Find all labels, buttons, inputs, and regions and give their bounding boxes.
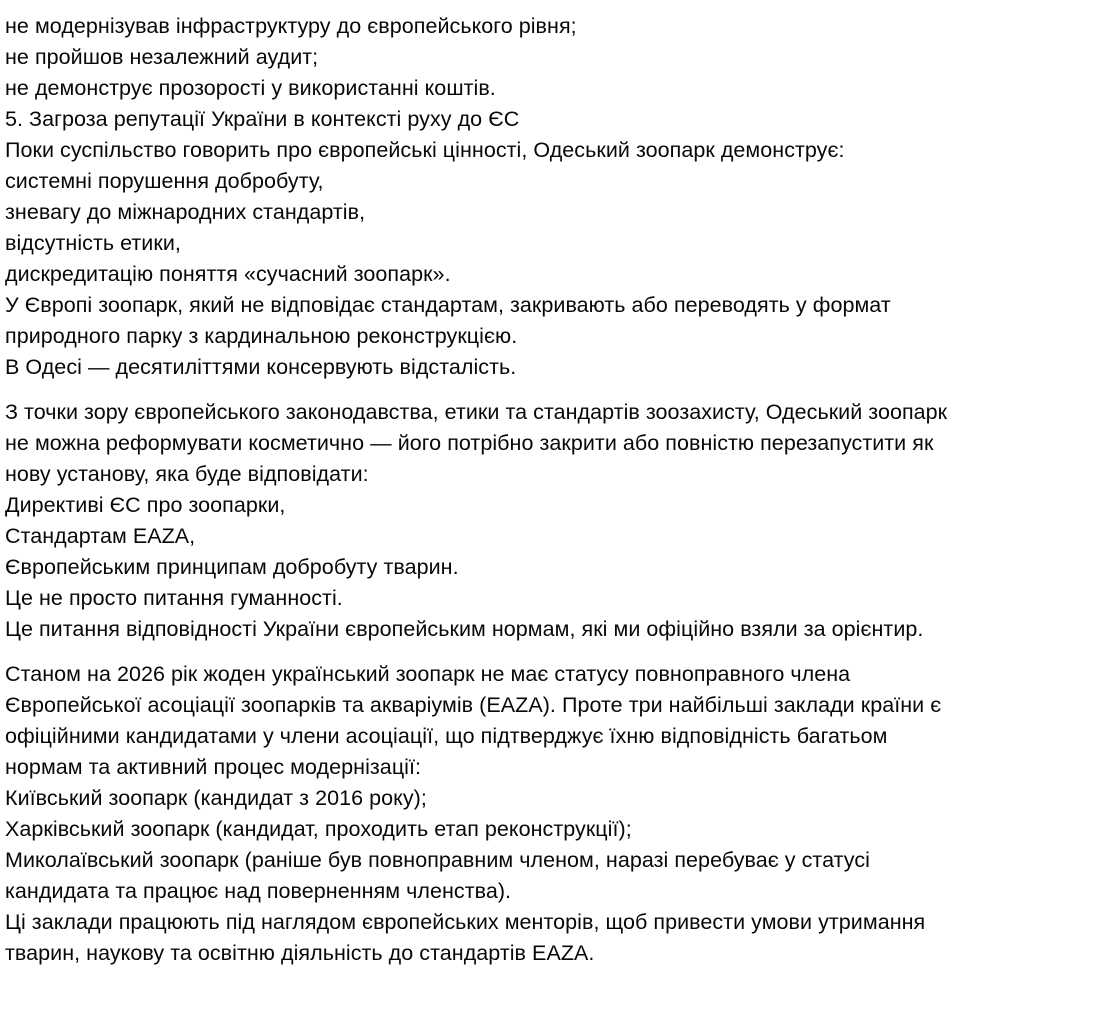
- text-line: природного парку з кардинальною реконструкцією.: [5, 324, 518, 348]
- text-line: тварин, наукову та освітню діяльність до стандартів EAZA.: [5, 941, 595, 965]
- text-line: Європейським принципам добробуту тварин.: [5, 555, 459, 579]
- text-line: кандидата та працює над поверненням членства).: [5, 879, 512, 903]
- text-line: Харківський зоопарк (кандидат, проходить етап реконструкції);: [5, 817, 632, 841]
- paragraph-2: [5, 397, 1101, 645]
- text-line: не пройшов незалежний аудит;: [5, 45, 319, 69]
- text-line: Директиві ЄС про зоопарки,: [5, 493, 286, 517]
- text-line: Ці заклади працюють під наглядом європейських менторів, щоб привести умови утримання: [5, 910, 926, 934]
- text-line: нову установу, яка буде відповідати:: [5, 462, 369, 486]
- text-line: Київський зоопарк (кандидат з 2016 року);: [5, 786, 427, 810]
- text-line: Це не просто питання гуманності.: [5, 586, 343, 610]
- text-line: дискредитацію поняття «сучасний зоопарк».: [5, 262, 451, 286]
- text-line: Європейської асоціації зоопарків та акваріумів (EAZA). Проте три найбільші заклади країни є: [5, 693, 942, 717]
- text-line: Поки суспільство говорить про європейські цінності, Одеський зоопарк демонструє:: [5, 138, 845, 162]
- post-text-body: [5, 0, 1101, 983]
- text-line: нормам та активний процес модернізації:: [5, 755, 422, 779]
- text-line: відсутність етики,: [5, 231, 181, 255]
- text-line: системні порушення добробуту,: [5, 169, 324, 193]
- paragraph-3: [5, 659, 1101, 969]
- text-line: Миколаївський зоопарк (раніше був повноправним членом, наразі перебуває у статусі: [5, 848, 870, 872]
- text-line: не можна реформувати косметично — його потрібно закрити або повністю перезапустити як: [5, 431, 934, 455]
- text-line: У Європі зоопарк, який не відповідає стандартам, закривають або переводять у формат: [5, 293, 891, 317]
- text-line: Стандартам EAZA,: [5, 524, 196, 548]
- text-line: Це питання відповідності України європейським нормам, які ми офіційно взяли за орієнтир.: [5, 617, 924, 641]
- text-line: Станом на 2026 рік жоден український зоопарк не має статусу повноправного члена: [5, 662, 851, 686]
- text-line: зневагу до міжнародних стандартів,: [5, 200, 366, 224]
- section-heading: 5. Загроза репутації України в контексті руху до ЄС: [5, 107, 520, 131]
- text-line: В Одесі — десятиліттями консервують відсталість.: [5, 355, 517, 379]
- text-line: офіційними кандидатами у члени асоціації, що підтверджує їхню відповідність багатьом: [5, 724, 888, 748]
- text-line: не модернізував інфраструктуру до європейського рівня;: [5, 14, 577, 38]
- text-line: З точки зору європейського законодавства, етики та стандартів зоозахисту, Одеський зоопарк: [5, 400, 948, 424]
- text-line: не демонструє прозорості у використанні коштів.: [5, 76, 496, 100]
- paragraph-1: [5, 0, 1101, 383]
